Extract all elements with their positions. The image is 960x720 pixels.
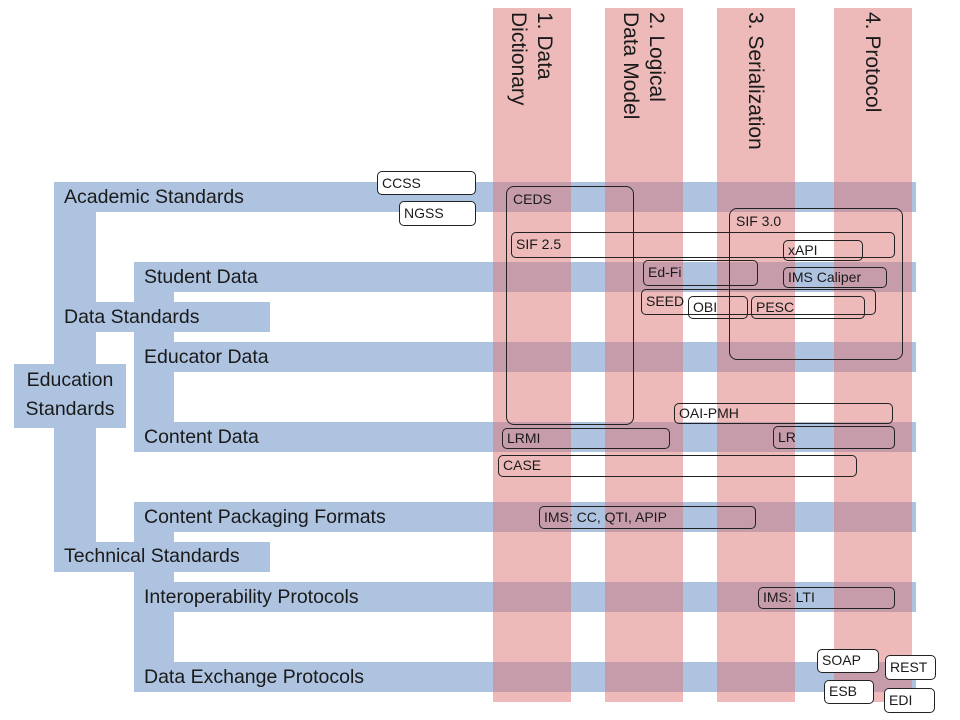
standard-box-oai-pmh: OAI-PMH bbox=[674, 403, 893, 424]
standard-box-rest: REST bbox=[885, 655, 936, 680]
standard-box-lr: LR bbox=[773, 426, 895, 449]
standard-box-case: CASE bbox=[498, 455, 857, 477]
standard-box-edi: EDI bbox=[884, 688, 935, 713]
layer-heading-protocol: 4. Protocol bbox=[861, 12, 884, 113]
root-label: Education Standards bbox=[25, 369, 115, 420]
item-data-exchange-protocols: Data Exchange Protocols bbox=[144, 666, 365, 688]
standard-box-ims-lti: IMS: LTI bbox=[758, 587, 895, 609]
standard-box-ngss: NGSS bbox=[399, 201, 476, 226]
item-educator-data: Educator Data bbox=[144, 346, 269, 368]
standard-box-pesc: PESC bbox=[751, 296, 865, 319]
layer-heading-data-dictionary: 1. Data Dictionary bbox=[507, 12, 556, 106]
standard-box-ceds bbox=[506, 186, 634, 425]
standard-box-edfi: Ed-Fi bbox=[643, 260, 758, 286]
standard-box-lrmi: LRMI bbox=[502, 428, 670, 449]
standard-box-xapi: xAPI bbox=[783, 240, 863, 261]
standard-box-ims-caliper: IMS Caliper bbox=[783, 267, 887, 288]
category-data-standards: Data Standards bbox=[64, 306, 200, 328]
category-academic-standards: Academic Standards bbox=[64, 186, 244, 208]
item-content-data: Content Data bbox=[144, 426, 259, 448]
standard-box-esb: ESB bbox=[824, 680, 874, 704]
standard-box-obi: OBI bbox=[688, 296, 748, 319]
standard-label-ceds: CEDS bbox=[513, 191, 552, 207]
standard-box-seed: SEED bbox=[641, 289, 876, 315]
category-technical-standards: Technical Standards bbox=[64, 545, 240, 567]
standard-label-sif30: SIF 3.0 bbox=[736, 213, 782, 229]
standard-box-soap: SOAP bbox=[817, 649, 879, 673]
standard-box-sif25: SIF 2.5 bbox=[511, 232, 895, 258]
layer-heading-logical-data-model: 2. Logical Data Model bbox=[619, 12, 668, 120]
item-content-packaging-formats: Content Packaging Formats bbox=[144, 506, 386, 528]
standard-box-ims-cc-qti-apip: IMS: CC, QTI, APIP bbox=[539, 506, 756, 529]
layer-heading-serialization: 3. Serialization bbox=[744, 12, 767, 150]
standard-box-ccss: CCSS bbox=[377, 171, 476, 195]
item-interoperability-protocols: Interoperability Protocols bbox=[144, 586, 359, 608]
item-student-data: Student Data bbox=[144, 266, 258, 288]
